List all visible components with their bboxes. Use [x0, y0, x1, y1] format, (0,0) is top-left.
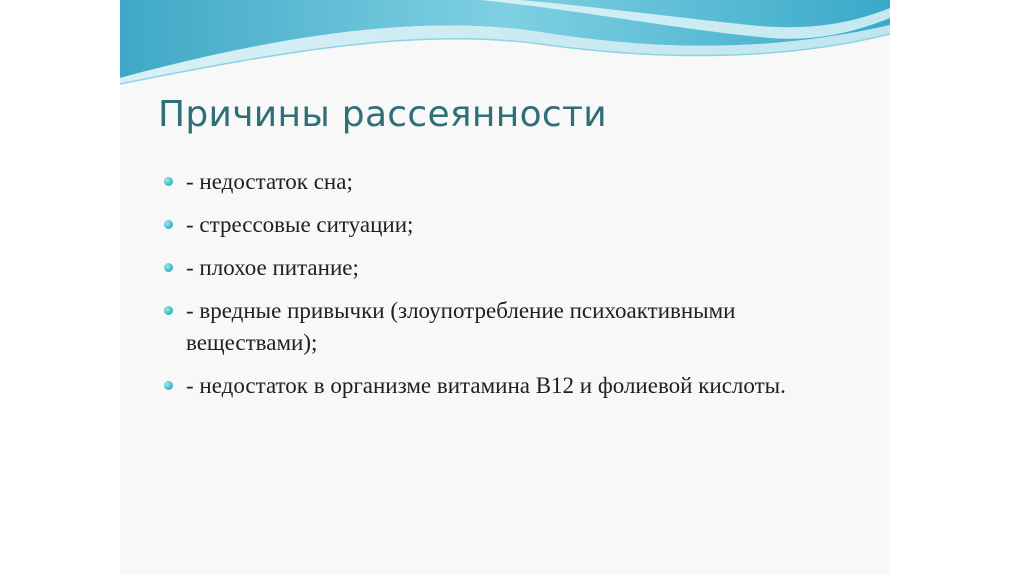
- list-item: [164, 166, 864, 198]
- slide-title: Причины рассеянности: [158, 94, 607, 135]
- list-item: [164, 370, 864, 402]
- list-item: [164, 252, 864, 284]
- bullet-list: [164, 166, 864, 413]
- list-item-text: - недостаток сна;: [186, 169, 353, 194]
- bullet-icon: [164, 263, 173, 272]
- list-item-text: - стрессовые ситуации;: [186, 212, 414, 237]
- bullet-icon: [164, 306, 173, 315]
- bullet-icon: [164, 381, 173, 390]
- bullet-icon: [164, 220, 173, 229]
- bullet-icon: [164, 177, 173, 186]
- list-item-text: - недостаток в организме витамина В12 и фолиевой кислоты.: [186, 373, 786, 398]
- list-item-text: - плохое питание;: [186, 255, 359, 280]
- slide: [120, 0, 890, 574]
- list-item-text: - вредные привычки (злоупотребление психоактивными веществами);: [186, 298, 736, 355]
- list-item: [164, 295, 864, 359]
- header-wave-decoration: [120, 0, 890, 90]
- list-item: [164, 209, 864, 241]
